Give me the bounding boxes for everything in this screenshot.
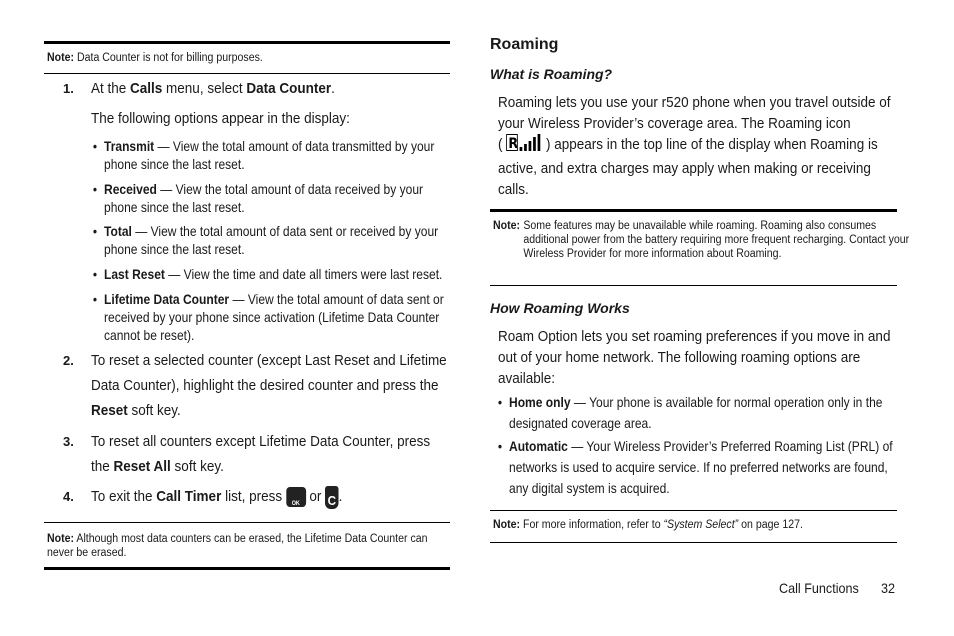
- roam-option-paragraph: Roam Option lets you set roaming preferences if you move in and out of your home network. The following roaming options are available:: [498, 328, 891, 387]
- clear-key-icon: C: [325, 486, 339, 509]
- step-1-subtext: The following options appear in the display:: [91, 110, 350, 127]
- bullet-total: • Total — View the total amount of data sent or received by your phone since the last reset.: [92, 223, 439, 257]
- note-top-rule: [490, 510, 897, 511]
- step-4-text: To exit the Call Timer list, press OK or C .: [91, 484, 469, 509]
- note-bottom-rule: [490, 285, 897, 286]
- bullet-automatic: • Automatic — Your Wireless Provider’s Preferred Roaming List (PRL) of networks is used to acquire service. If no preferred networks are found, any digital system is acquired.: [497, 438, 893, 496]
- bullet-lifetime: • Lifetime Data Counter — View the total amount of data sent or received by your phone since activation (Lifetime Data Counter cannot be reset).: [92, 291, 444, 343]
- bullet-last-reset: • Last Reset — View the time and date all timers were last reset.: [92, 266, 443, 282]
- bullet-received: • Received — View the total amount of data received by your phone since the last reset.: [92, 181, 424, 215]
- ok-key-icon: OK: [286, 487, 306, 507]
- step-number: 1.: [63, 81, 74, 96]
- svg-text:R: R: [508, 136, 519, 152]
- step-number: 3.: [63, 434, 74, 449]
- note-billing: Note: Data Counter is not for billing purposes.: [47, 52, 263, 64]
- section-heading: Roaming: [490, 36, 559, 53]
- note-rule: [44, 73, 450, 74]
- bottom-rule: [44, 567, 450, 570]
- system-select-reference[interactable]: “System Select”: [663, 519, 739, 531]
- roaming-icon: [506, 134, 542, 158]
- bullet-home-only: • Home only — Your phone is available for normal operation only in the designated coverage area.: [497, 394, 883, 431]
- note-top-rule: [490, 209, 897, 212]
- note-roaming: Note: Some features may be unavailable while roaming. Roaming also consumes additional power from the battery requiring more frequent recharging. Contact your Wireless Provider for more information about Roaming.: [493, 220, 910, 260]
- subheading-how-roaming-works: How Roaming Works: [490, 300, 630, 316]
- roaming-paragraph: Roaming lets you use your r520 phone when you travel outside of your Wireless Provider’s coverage area. The Roaming icon ( R ) appears in the top line of the display when Roaming is active, and extra charges may apply when making or receiving calls.: [498, 94, 891, 198]
- note-reference: Note: For more information, refer to “System Select” on page 127.: [493, 519, 803, 531]
- bullet-transmit: • Transmit — View the total amount of data transmitted by your phone since the last reset.: [92, 138, 435, 172]
- step-2-text: To reset a selected counter (except Last Reset and Lifetime Data Counter), highlight the desired counter and press the Reset soft key.: [91, 352, 447, 419]
- page-number: 32: [881, 580, 896, 596]
- step-number: 4.: [63, 489, 74, 504]
- subheading-what-is-roaming: What is Roaming?: [490, 66, 613, 82]
- note-erase: Note: Although most data counters can be erased, the Lifetime Data Counter can never be erased.: [47, 533, 428, 559]
- step-number: 2.: [63, 353, 74, 368]
- step-1-text: At the Calls menu, select Data Counter.: [91, 80, 335, 97]
- top-rule: [44, 41, 450, 44]
- note-rule: [44, 522, 450, 523]
- footer-section: Call Functions: [779, 580, 859, 596]
- note-bottom-rule: [490, 542, 897, 543]
- step-3-text: To reset all counters except Lifetime Data Counter, press the Reset All soft key.: [91, 433, 431, 475]
